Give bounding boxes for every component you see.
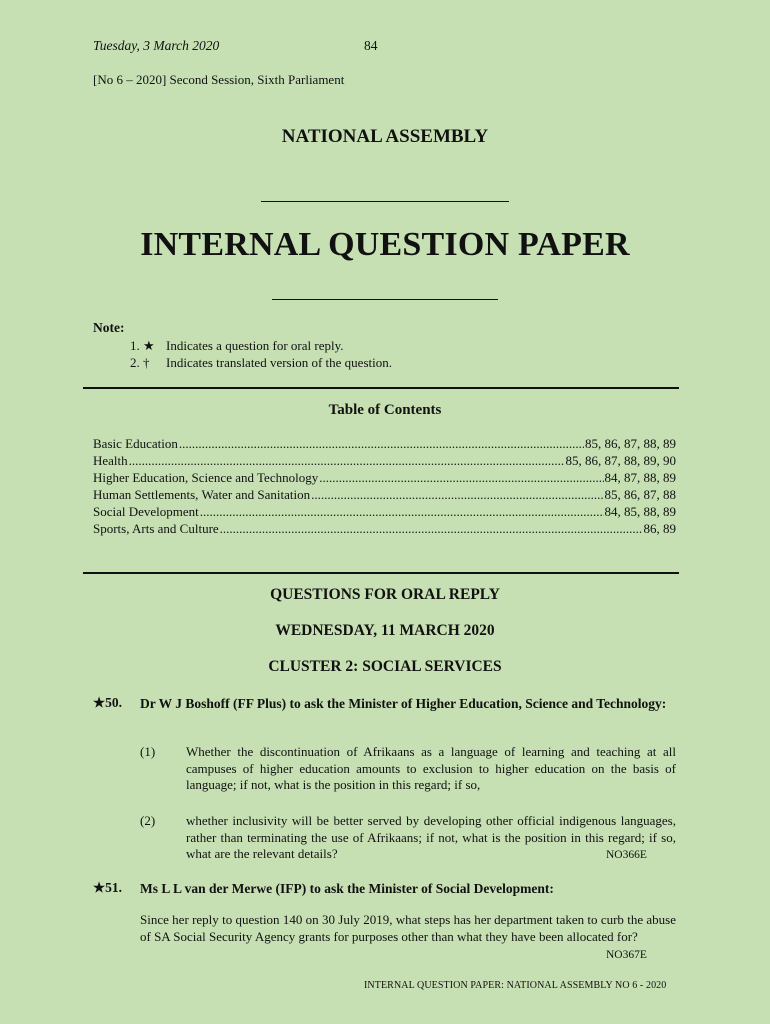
toc-title: Table of Contents (328, 402, 442, 418)
toc-leader-dots (200, 504, 604, 520)
subquestion-text: whether inclusivity will be better served by developing other official indigenous languages, rather than terminating the use of Afrikaans; if not, what is the position in this regard; if so, what are the relevant details? (186, 813, 676, 861)
toc-leader-dots (311, 487, 603, 503)
section-rule (83, 572, 679, 574)
note-item (130, 338, 343, 354)
toc-leader-dots (319, 470, 603, 486)
toc-entry-label: Higher Education, Science and Technology (93, 470, 319, 485)
subquestion-text: Whether the discontinuation of Afrikaans as a language of learning and teaching at all campuses of higher education amounts to exclusion to higher education on the basis of language; if not, what is the position in this regard; if so, (186, 744, 676, 792)
toc-entry-pages: 84, 85, 88, 89 (604, 504, 676, 519)
question-heading: Ms L L van der Merwe (IFP) to ask the Minister of Social Development: (140, 881, 554, 896)
question-number: ★51. (93, 880, 122, 895)
toc-entry-label: Social Development (93, 504, 199, 519)
section-heading: QUESTIONS FOR ORAL REPLY (270, 586, 500, 603)
divider-rule (272, 299, 498, 300)
table-of-contents (93, 436, 676, 538)
note-label: Note: (93, 320, 125, 335)
note-item-text: Indicates a question for oral reply. (166, 338, 344, 353)
note-item (130, 355, 392, 371)
page-number: 84 (364, 38, 378, 53)
divider-rule (261, 201, 509, 202)
toc-leader-dots (220, 521, 643, 537)
toc-entry[interactable] (93, 521, 676, 538)
question-heading: Dr W J Boshoff (FF Plus) to ask the Minister of Higher Education, Science and Technology: (140, 696, 667, 711)
toc-entry[interactable] (93, 504, 676, 521)
page-title: INTERNAL QUESTION PAPER (140, 226, 630, 263)
toc-entry-label: Human Settlements, Water and Sanitation (93, 487, 311, 502)
toc-entry-label: Basic Education (93, 436, 178, 451)
paper-date: Tuesday, 3 March 2020 (93, 38, 220, 53)
cluster-heading: CLUSTER 2: SOCIAL SERVICES (268, 658, 502, 675)
note-item-marker: 1. ★ (130, 338, 155, 353)
toc-entry[interactable] (93, 487, 676, 504)
subquestion-number: (2) (140, 813, 156, 828)
toc-entry-pages: 85, 86, 87, 88, 89, 90 (565, 453, 676, 468)
toc-entry-label: Sports, Arts and Culture (93, 521, 219, 536)
note-item-marker: 2. † (130, 355, 150, 370)
toc-entry-label: Health (93, 453, 128, 468)
question-reference: NO366E (606, 849, 647, 861)
toc-entry[interactable] (93, 436, 676, 453)
toc-leader-dots (179, 436, 584, 452)
toc-entry-pages: 84, 87, 88, 89 (604, 470, 676, 485)
toc-leader-dots (129, 453, 565, 469)
toc-entry-pages: 86, 89 (643, 521, 676, 536)
question-body: Since her reply to question 140 on 30 July 2019, what steps has her department taken to curb the abuse of SA Social Security Agency grants for purposes other than what they have been allocated for? (140, 912, 676, 944)
question-number: ★50. (93, 695, 122, 710)
session-line: [No 6 – 2020] Second Session, Sixth Parliament (93, 72, 345, 87)
toc-entry[interactable] (93, 453, 676, 470)
toc-entry-pages: 85, 86, 87, 88, 89 (585, 436, 676, 451)
page-footer: INTERNAL QUESTION PAPER: NATIONAL ASSEMBLY NO 6 - 2020 (364, 980, 667, 991)
assembly-heading: NATIONAL ASSEMBLY (281, 126, 489, 147)
toc-entry[interactable] (93, 470, 676, 487)
sitting-date: WEDNESDAY, 11 MARCH 2020 (275, 622, 495, 639)
subquestion-number: (1) (140, 744, 156, 759)
question-reference: NO367E (606, 949, 647, 961)
note-item-text: Indicates translated version of the question. (166, 355, 392, 370)
section-rule (83, 387, 679, 389)
toc-entry-pages: 85, 86, 87, 88 (604, 487, 676, 502)
